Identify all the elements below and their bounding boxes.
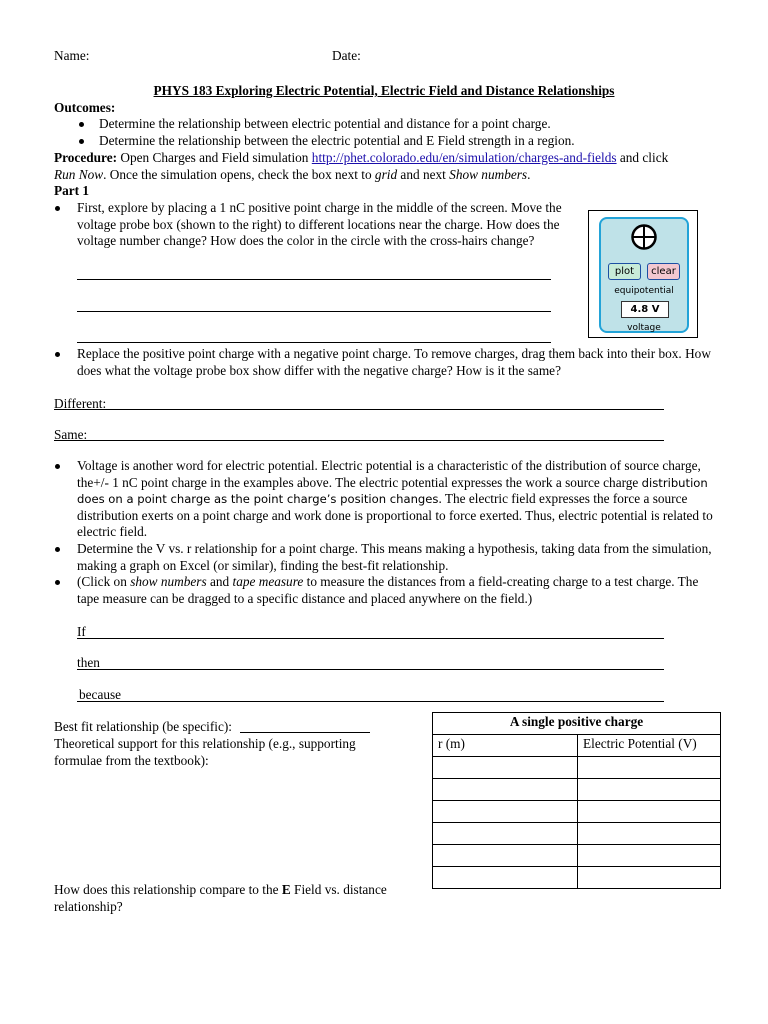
answer-line[interactable]: [77, 279, 551, 280]
date-label: Date:: [332, 48, 361, 63]
bullet-icon: [55, 547, 60, 552]
table-row: [433, 757, 721, 779]
part1-bullet2: Replace the positive point charge with a negative point charge. To remove charges, drag them back into their box. How does what the voltage probe box show differ with the negative charge? How is it the same?: [77, 346, 711, 378]
table-row: [433, 779, 721, 801]
table-title-row: [433, 713, 721, 735]
voltage-probe-box: [599, 217, 689, 333]
answer-line[interactable]: [77, 342, 551, 343]
outcomes-heading: Outcomes:: [54, 100, 116, 115]
part1-bullet3: Voltage is another word for electric potential. Electric potential is a characteristic of the distribution of source charge, the+/- 1 nC point charge in the examples above. The electric potential expresses the work a source charge distribution does on a point charge as the point charge’s position changes. The electric field expresses the force a source distribution exerts on a point charge and work done is proportional to force exerted. Thus, electric potential is related to electric field.: [77, 458, 713, 539]
voltage-probe-image: [588, 210, 698, 338]
same-label: Same:: [54, 427, 88, 442]
bullet-icon: [55, 206, 60, 211]
then-answer-line[interactable]: [77, 669, 664, 670]
best-fit-answer-line[interactable]: [240, 732, 370, 733]
table-header-row: [433, 735, 721, 757]
column-header-r: r (m): [433, 735, 578, 757]
table-cell[interactable]: [578, 867, 721, 889]
table-cell[interactable]: [578, 801, 721, 823]
answer-line[interactable]: [77, 311, 551, 312]
bullet-icon: [55, 580, 60, 585]
voltage-label: voltage: [627, 323, 661, 333]
page-title: PHYS 183 Exploring Electric Potential, Electric Field and Distance Relationships: [153, 83, 615, 98]
table-cell[interactable]: [433, 823, 578, 845]
because-answer-line[interactable]: [77, 701, 664, 702]
table-cell[interactable]: [578, 779, 721, 801]
part1-bullet1: First, explore by placing a 1 nC positive point charge in the middle of the screen. Move the voltage probe box (shown to the right) to different locations near the charge. How does the voltage number change? How does the color in the circle with the cross-hairs change?: [77, 200, 562, 248]
different-answer-line[interactable]: [54, 409, 664, 410]
same-answer-line[interactable]: [54, 440, 664, 441]
simulation-link[interactable]: http://phet.colorado.edu/en/simulation/charges-and-fields: [311, 150, 617, 165]
table-cell[interactable]: [578, 845, 721, 867]
plot-button[interactable]: plot: [608, 263, 641, 280]
table-row: [433, 823, 721, 845]
part1-heading: Part 1: [54, 183, 90, 198]
equipotential-label: equipotential: [614, 286, 674, 296]
part1-bullet4: Determine the V vs. r relationship for a point charge. This means making a hypothesis, taking data from the simulation, making a graph on Excel (or similar), finding the best-fit relationship.: [77, 541, 712, 573]
table-cell[interactable]: [433, 845, 578, 867]
table-cell[interactable]: [578, 757, 721, 779]
table-row: [433, 801, 721, 823]
outcome-item: Determine the relationship between the electric potential and E Field strength in a region.: [99, 133, 575, 148]
bullet-icon: [79, 139, 84, 144]
table-cell[interactable]: [433, 779, 578, 801]
table-cell[interactable]: [433, 801, 578, 823]
voltage-readout: 4.8 V: [621, 301, 669, 318]
table-row: [433, 867, 721, 889]
different-label: Different:: [54, 396, 107, 411]
bullet-icon: [79, 122, 84, 127]
if-label: If: [77, 624, 86, 639]
table-row: [433, 845, 721, 867]
data-table: [432, 712, 721, 889]
table-cell[interactable]: [578, 823, 721, 845]
table-cell[interactable]: [433, 757, 578, 779]
table-title: A single positive charge: [433, 713, 721, 735]
procedure-paragraph: Procedure: Open Charges and Field simulation http://phet.colorado.edu/en/simulation/charges-and-fields and click Run Now. Once the simulation opens, check the box next to grid and next Show numbers.: [54, 150, 669, 182]
table-cell[interactable]: [433, 867, 578, 889]
bullet-icon: [55, 352, 60, 357]
theoretical-label: Theoretical support for this relationship (e.g., supporting formulae from the textbook):: [54, 736, 356, 768]
bullet-icon: [55, 464, 60, 469]
then-label: then: [77, 655, 100, 670]
outcome-item: Determine the relationship between electric potential and distance for a point charge.: [99, 116, 551, 131]
best-fit-label: Best fit relationship (be specific):: [54, 719, 232, 734]
name-label: Name:: [54, 48, 90, 63]
because-label: because: [79, 687, 122, 702]
if-answer-line[interactable]: [77, 638, 664, 639]
clear-button[interactable]: clear: [647, 263, 680, 280]
part1-bullet5: (Click on show numbers and tape measure to measure the distances from a field-creating charge to a test charge. The tape measure can be dragged to a specific distance and placed anywhere on the field.): [77, 574, 699, 606]
column-header-potential: Electric Potential (V): [578, 735, 721, 757]
crosshair-icon: [630, 223, 658, 251]
compare-question: How does this relationship compare to the E Field vs. distance relationship?: [54, 882, 387, 914]
